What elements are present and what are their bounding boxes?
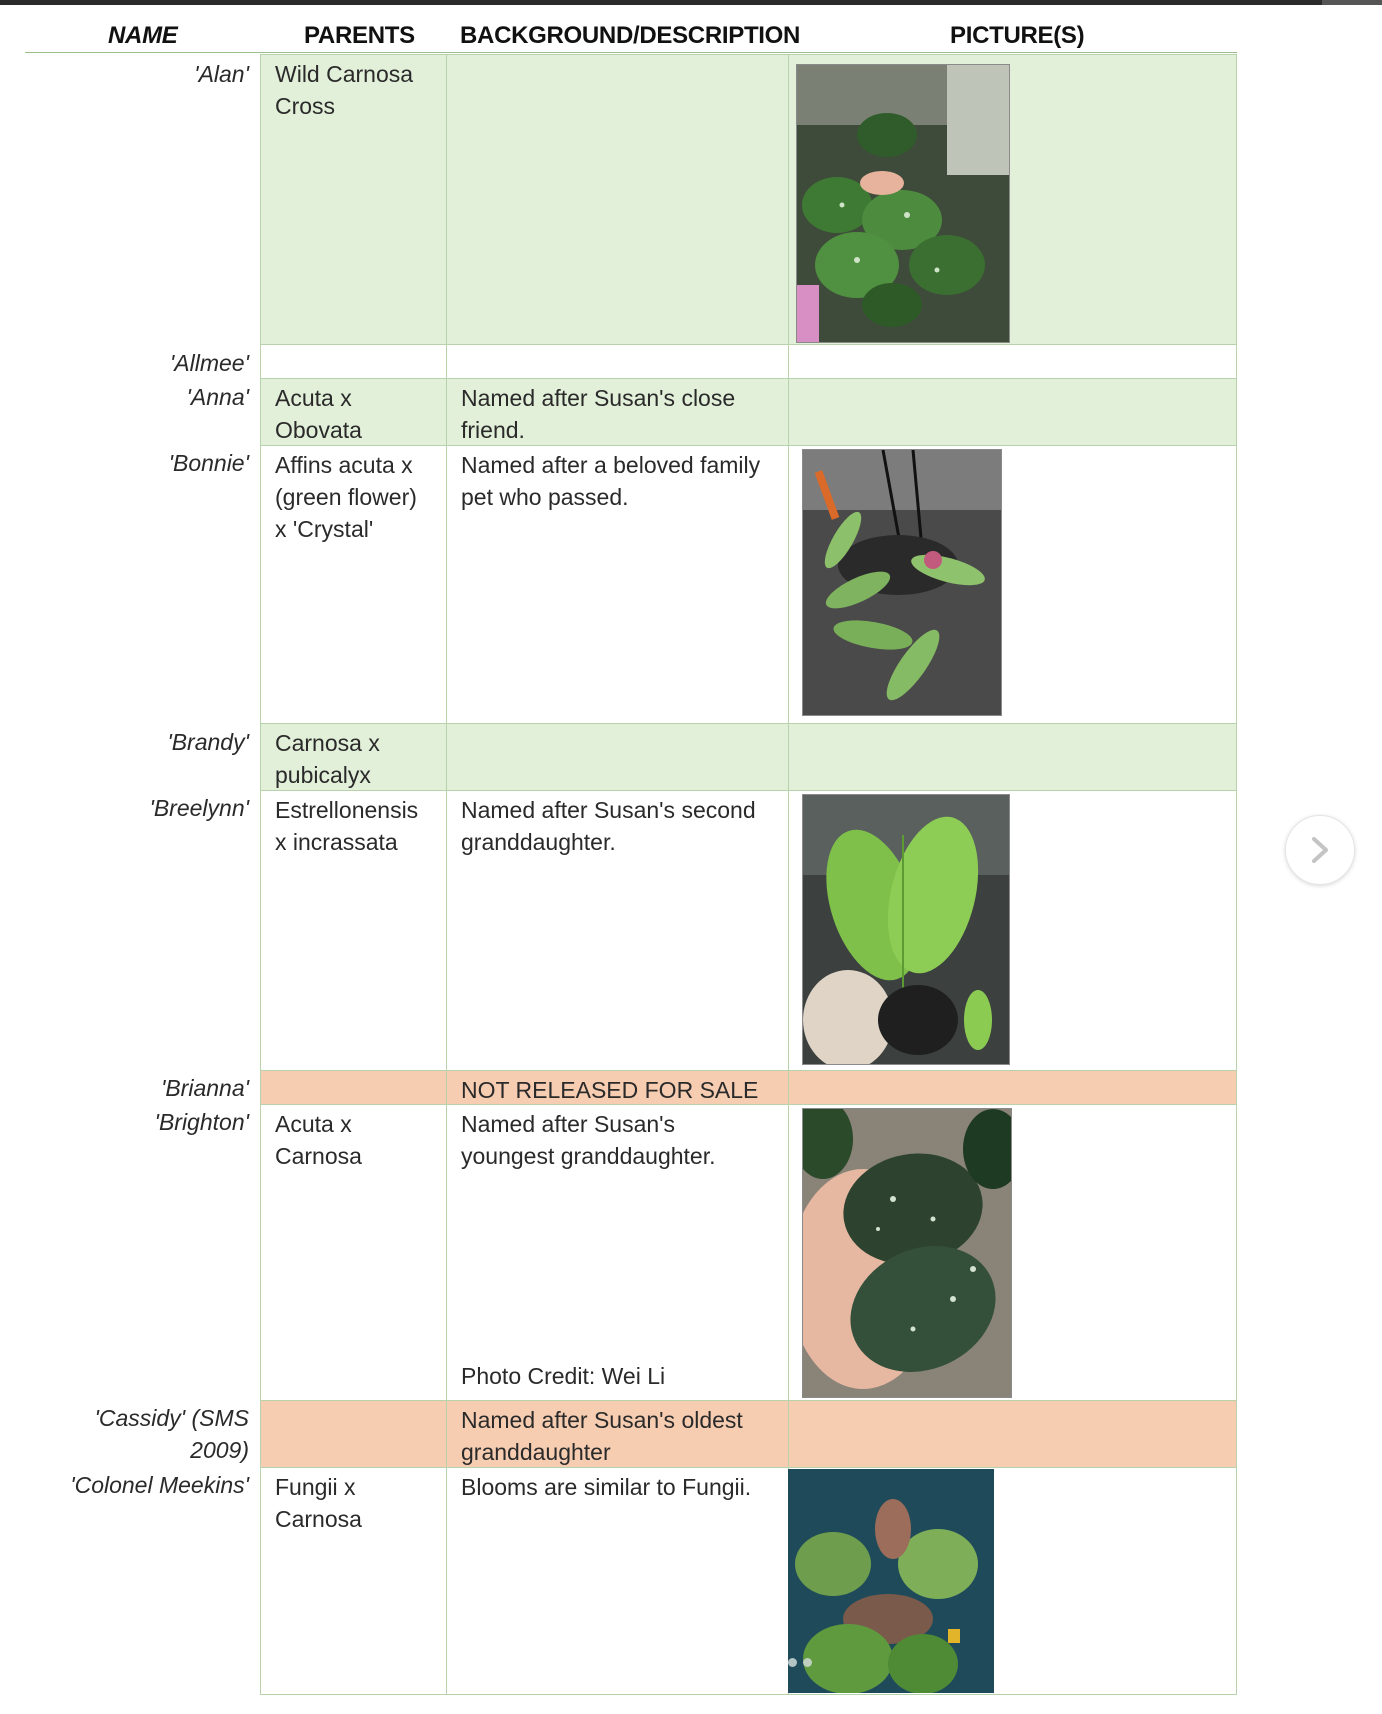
table-row (260, 1400, 1237, 1467)
table-row (260, 344, 1237, 378)
top-bar-accent (1322, 0, 1382, 5)
plant-photo-colonel-meekins (788, 1469, 994, 1693)
header-rule (25, 52, 1237, 53)
row-description: Named after Susan's close friend. (461, 385, 736, 443)
row-name: 'Bonnie' (168, 450, 249, 476)
table-row (260, 1104, 1237, 1400)
plant-photo-breelynn (802, 794, 1010, 1065)
table-row (260, 445, 1237, 723)
row-parents: Carnosa x pubicalyx (275, 730, 380, 788)
row-name: 'Breelynn' (149, 795, 249, 821)
carousel-dot[interactable] (788, 1658, 797, 1667)
header-description: BACKGROUND/DESCRIPTION (460, 22, 801, 49)
row-name: 'Brandy' (167, 729, 249, 755)
row-description: Named after Susan's oldest granddaughter (461, 1407, 743, 1465)
row-description: Named after a beloved family pet who passed. (461, 452, 761, 510)
row-parents: Estrellonensis x incrassata (275, 797, 419, 855)
carousel-next-button[interactable] (1285, 815, 1355, 885)
photo-credit: Photo Credit: Wei Li (461, 1363, 666, 1389)
table-row (260, 723, 1237, 790)
top-bar (0, 0, 1382, 5)
plant-photo-bonnie (802, 449, 1002, 716)
table-row (260, 1467, 1237, 1695)
table-row (260, 790, 1237, 1070)
chevron-right-icon (1307, 835, 1333, 865)
row-parents: Acuta x Carnosa (275, 1111, 362, 1169)
row-parents: Acuta x Obovata (275, 385, 362, 443)
row-description: Named after Susan's youngest granddaughter. (461, 1111, 716, 1169)
row-parents: Fungii x Carnosa (275, 1474, 362, 1532)
row-name: 'Brighton' (154, 1109, 249, 1135)
row-name: 'Brianna' (160, 1075, 249, 1101)
carousel-dots (788, 1658, 812, 1667)
row-name: 'Colonel Meekins' (70, 1472, 249, 1498)
header-parents: PARENTS (304, 22, 415, 49)
row-description: Blooms are similar to Fungii. (461, 1474, 752, 1500)
row-name: 'Cassidy' (SMS 2009) (94, 1405, 249, 1463)
row-parents: Affins acuta x (green flower) x 'Crystal' (275, 452, 417, 542)
plant-photo-alan (796, 64, 1010, 343)
row-description: NOT RELEASED FOR SALE (461, 1077, 759, 1103)
row-name: 'Allmee' (169, 350, 249, 376)
row-description: Named after Susan's second granddaughter. (461, 797, 756, 855)
table-row (260, 378, 1237, 445)
row-parents: Wild Carnosa Cross (275, 61, 414, 119)
row-name: 'Anna' (186, 384, 249, 410)
row-name: 'Alan' (194, 61, 249, 87)
header-name: NAME (108, 22, 178, 49)
plant-photo-brighton (802, 1108, 1012, 1398)
header-pictures: PICTURE(S) (950, 22, 1085, 49)
table-row (260, 1070, 1237, 1104)
table-row (260, 54, 1237, 344)
carousel-dot[interactable] (803, 1658, 812, 1667)
